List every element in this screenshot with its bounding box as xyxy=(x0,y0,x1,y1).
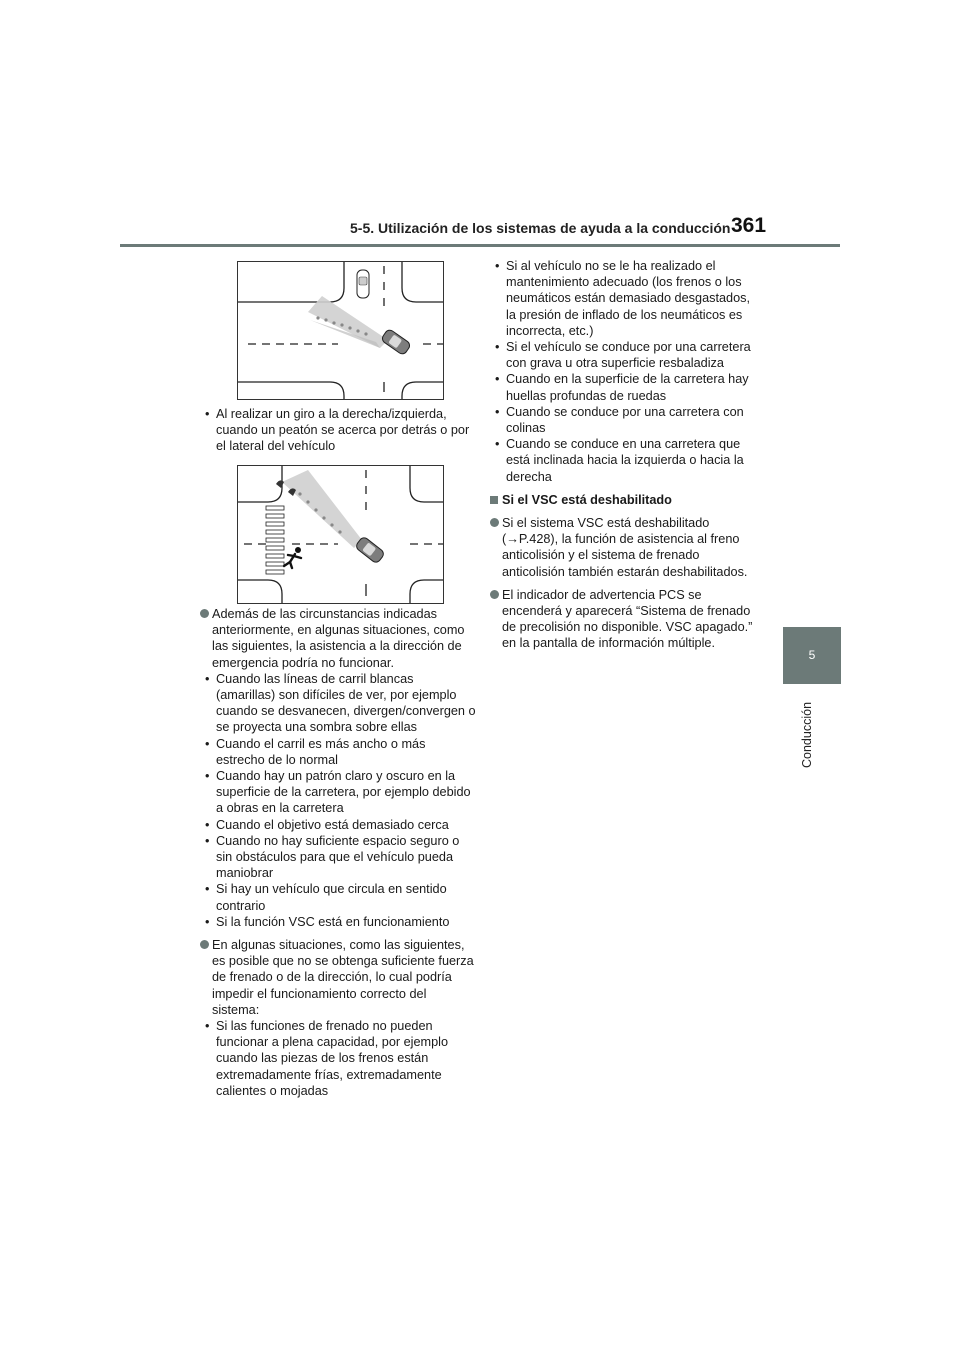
page-number: 361 xyxy=(731,214,767,237)
list-item-circ xyxy=(490,515,760,580)
list-item: • Si la función VSC está en funcionamiento xyxy=(205,914,450,929)
bullet-circle-icon xyxy=(490,590,499,599)
list-item: • Cuando en la superficie de la carretera hay huellas profundas de ruedas xyxy=(495,372,749,403)
bullet-text: Si el vehículo se conduce por una carretera con grava u otra superficie resbaladiza xyxy=(506,340,751,371)
section-heading xyxy=(490,492,760,508)
list-item: • Cuando se conduce en una carretera que está inclinada hacia la izquierda o hacia la derecha xyxy=(495,437,744,484)
list-item: • Cuando las líneas de carril blancas (amarillas) son difíciles de ver, por ejemplo cuando se desvanecen, divergen/convergen o se proyecta una sombra sobre ellas xyxy=(205,671,476,735)
figure1-caption-text: Al realizar un giro a la derecha/izquierda, cuando un peatón se acerca por detrás o por el lateral del vehículo xyxy=(216,407,470,454)
list-item: • Cuando se conduce por una carretera con colinas xyxy=(495,404,744,436)
right-column xyxy=(490,258,760,652)
section-heading-text: Si el VSC está deshabilitado xyxy=(502,492,672,507)
left-column xyxy=(200,406,476,455)
item1-text: Además de las circunstancias indicadas anteriormente, en algunas situaciones, como las siguientes, la asistencia a la dirección de emergencia podría no funcionar. xyxy=(212,607,465,670)
bullet-text: Cuando se conduce en una carretera que está inclinada hacia la izquierda o hacia la derecha xyxy=(506,437,744,484)
bullet-text: Cuando hay un patrón claro y oscuro en la superficie de la carretera, por ejemplo debido a obras en la carretera xyxy=(216,769,471,816)
bullet-text: Si las funciones de frenado no pueden funcionar a plena capacidad, por ejemplo cuando las piezas de los frenos están extremadamente frías, extremadamente calientes o mojadas xyxy=(216,1019,449,1098)
intersection-turn-illustration xyxy=(238,262,443,399)
bullet-circle-icon xyxy=(490,518,499,527)
list-item: • Si las funciones de frenado no pueden funcionar a plena capacidad, por ejemplo cuando las piezas de los frenos están extremadamente frías, extremadamente calientes o mojadas xyxy=(205,1019,449,1098)
chapter-label xyxy=(786,692,814,772)
list-item: • Si el vehículo se conduce por una carretera con grava u otra superficie resbaladiza xyxy=(495,340,751,371)
pedestrian-crossing-illustration xyxy=(238,466,443,603)
list-item-circ xyxy=(200,937,476,1018)
left-column-items xyxy=(200,606,476,1099)
bullet-circle-icon xyxy=(200,609,209,618)
figure-turn-intersection xyxy=(237,261,444,400)
list-item: • Si hay un vehículo que circula en sentido contrario xyxy=(205,882,447,913)
bullet-text: Si la función VSC está en funcionamiento xyxy=(216,914,450,929)
figure-pedestrian-crossing xyxy=(237,465,444,604)
list-item-circ xyxy=(490,587,760,652)
bullet-text: Si hay un vehículo que circula en sentido contrario xyxy=(216,882,447,913)
heading-square-icon xyxy=(490,496,498,504)
bullet-text: Cuando en la superficie de la carretera hay huellas profundas de ruedas xyxy=(506,372,749,403)
list-item-circ xyxy=(200,606,476,671)
item-text: Si el sistema VSC está deshabilitado (→P.428), la función de asistencia al freno anticolisión y el sistema de frenado anticolisión también estarán deshabilitados. xyxy=(502,516,748,579)
header-rule xyxy=(120,244,840,247)
list-item: • Cuando hay un patrón claro y oscuro en la superficie de la carretera, por ejemplo debido a obras en la carretera xyxy=(205,769,471,816)
section-title: 5-5. Utilización de los sistemas de ayuda a la conducción xyxy=(350,220,731,236)
chapter-number: 5 xyxy=(808,648,816,662)
bullet-text: Cuando las líneas de carril blancas (amarillas) son difíciles de ver, por ejemplo cuando se desvanecen, divergen/convergen o se proyecta una sombra sobre ellas xyxy=(216,671,476,735)
bullet-text: Si al vehículo no se le ha realizado el mantenimiento adecuado (los frenos o los neumáticos están demasiado desgastados, la presión de inflado de los neumáticos es incorrecta, etc.) xyxy=(506,259,751,338)
item-text: El indicador de advertencia PCS se encenderá y aparecerá “Sistema de frenado de precolisión no disponible. VSC apagado.” en la pantalla de información múltiple. xyxy=(502,587,753,651)
bullet-text: Cuando se conduce por una carretera con colinas xyxy=(506,404,744,436)
bullet-text: Cuando no hay suficiente espacio seguro o sin obstáculos para que el vehículo pueda maniobrar xyxy=(216,833,460,881)
list-item: • Cuando el carril es más ancho o más estrecho de lo normal xyxy=(205,736,426,767)
list-item: • Cuando el objetivo está demasiado cerca xyxy=(205,817,449,832)
item2-text: En algunas situaciones, como las siguientes, es posible que no se obtenga suficiente fuerza de frenado o de la dirección, lo cual podría impedir el funcionamiento correcto del sistema: xyxy=(212,938,474,1017)
chapter-label-text: Conducción xyxy=(800,701,814,768)
list-item: • Si al vehículo no se le ha realizado el mantenimiento adecuado (los frenos o los neumáticos están demasiado desgastados, la presión de inflado de los neumáticos es incorrecta, etc.) xyxy=(495,259,751,338)
list-item: • Cuando no hay suficiente espacio seguro o sin obstáculos para que el vehículo pueda maniobrar xyxy=(205,833,460,881)
bullet-circle-icon xyxy=(200,940,209,949)
chapter-tab[interactable] xyxy=(783,627,841,684)
bullet-text: Cuando el objetivo está demasiado cerca xyxy=(216,817,449,832)
figure1-caption: • Al realizar un giro a la derecha/izquierda, cuando un peatón se acerca por detrás o por el lateral del vehículo xyxy=(205,407,470,454)
bullet-text: Cuando el carril es más ancho o más estrecho de lo normal xyxy=(216,736,426,767)
